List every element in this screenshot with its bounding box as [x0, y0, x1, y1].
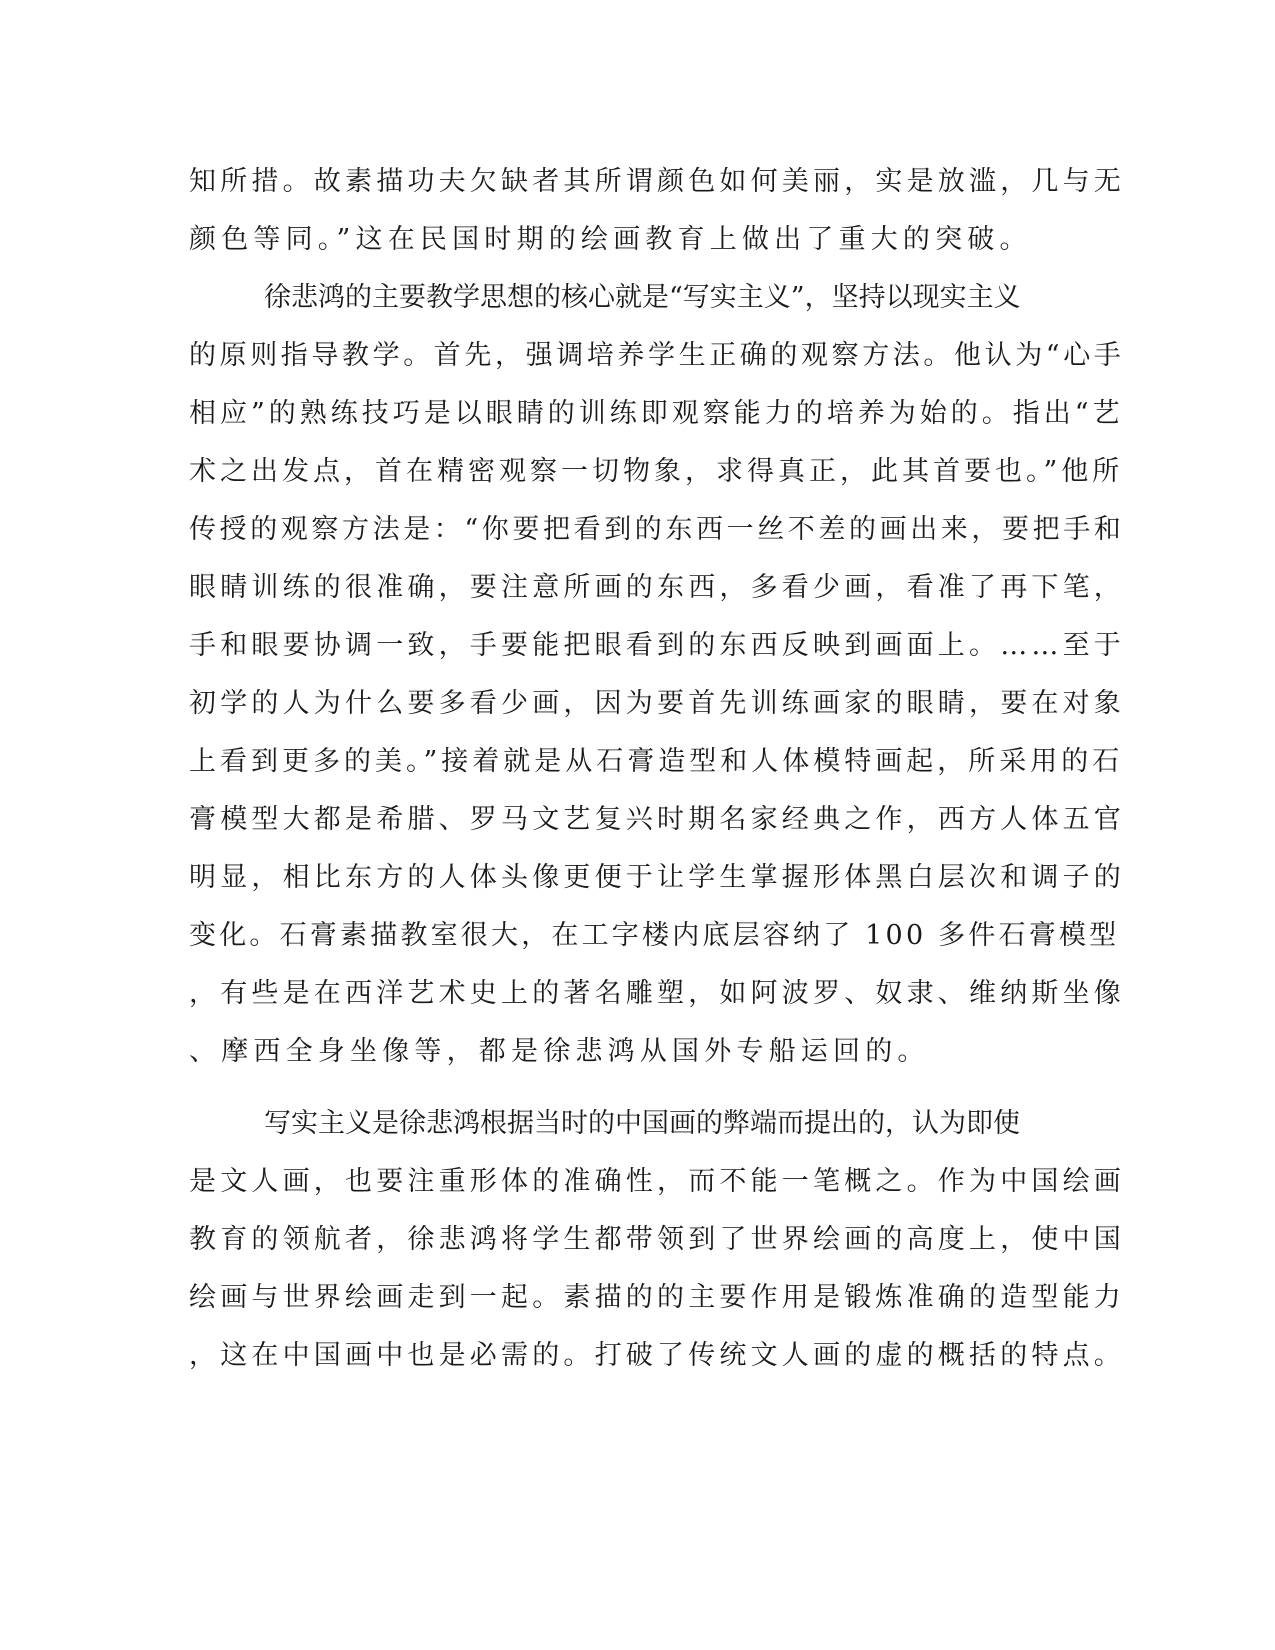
text-line: 知所措。故素描功夫欠缺者其所谓颜色如何美丽，实是放滥，几与无	[189, 166, 1125, 197]
text-line: 术之出发点，首在精密观察一切物象，求得真正，此其首要也。”他所	[189, 456, 1124, 487]
paragraph-first-line: 写实主义是徐悲鸿根据当时的中国画的弊端而提出的，认为即使	[264, 1108, 1020, 1139]
text-line: 上看到更多的美。”接着就是从石膏造型和人体模特画起，所采用的石	[189, 746, 1124, 777]
text-line: 传授的观察方法是：“你要把看到的东西一丝不差的画出来，要把手和	[189, 514, 1125, 545]
text-line: 、摩西全身坐像等，都是徐悲鸿从国外专船运回的。	[189, 1036, 930, 1067]
text-line: 明显，相比东方的人体头像更便于让学生掌握形体黑白层次和调子的	[189, 862, 1125, 893]
text-line: 手和眼要协调一致，手要能把眼看到的东西反映到画面上。……至于	[189, 630, 1125, 661]
text-line: 相应”的熟练技巧是以眼睛的训练即观察能力的培养为始的。指出“艺	[189, 398, 1124, 429]
text-line: 初学的人为什么要多看少画，因为要首先训练画家的眼睛，要在对象	[189, 688, 1125, 719]
text-line: 的原则指导教学。首先，强调培养学生正确的观察方法。他认为“心手	[189, 340, 1125, 371]
text-line: 变化。石膏素描教室很大，在工字楼内底层容纳了 100 多件石膏模型	[189, 920, 1120, 951]
text-line: 颜色等同。”这在民国时期的绘画教育上做出了重大的突破。	[189, 224, 1032, 255]
text-line: 眼睛训练的很准确，要注意所画的东西，多看少画，看准了再下笔，	[189, 572, 1125, 603]
text-line: ，有些是在西洋艺术史上的著名雕塑，如阿波罗、奴隶、维纳斯坐像	[189, 978, 1125, 1009]
text-line: 绘画与世界绘画走到一起。素描的的主要作用是锻炼准确的造型能力	[189, 1282, 1125, 1313]
text-line: 教育的领航者，徐悲鸿将学生都带领到了世界绘画的高度上，使中国	[189, 1224, 1125, 1255]
text-line: 是文人画，也要注重形体的准确性，而不能一笔概之。作为中国绘画	[189, 1166, 1125, 1197]
text-line: ，这在中国画中也是必需的。打破了传统文人画的虚的概括的特点。	[189, 1340, 1125, 1371]
text-line: 膏模型大都是希腊、罗马文艺复兴时期名家经典之作，西方人体五官	[189, 804, 1125, 835]
paragraph-first-line: 徐悲鸿的主要教学思想的核心就是“写实主义”，坚持以现实主义	[264, 282, 1021, 313]
